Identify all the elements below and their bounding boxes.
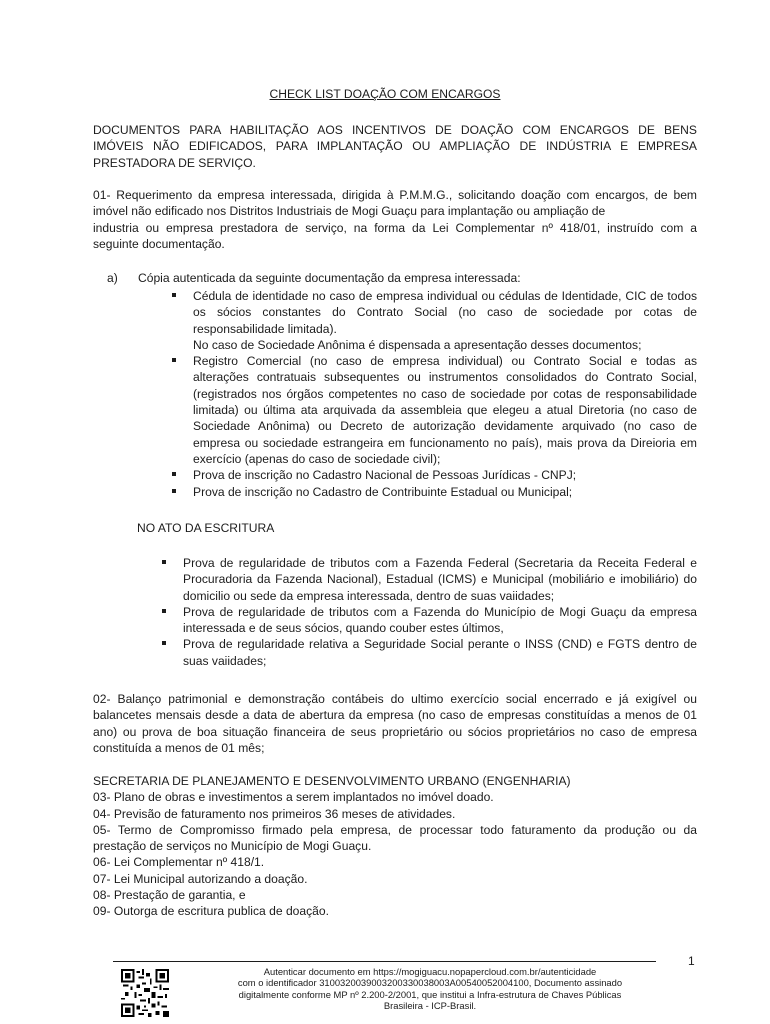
- bullet-line: empresa ou sociedade estrangeira em funcionamento no país), mais prova da Direioria em: [193, 435, 697, 450]
- bullet-line: Prova de inscrição no Cadastro de Contribuinte Estadual ou Municipal;: [193, 484, 573, 499]
- item-01-line: industria ou empresa prestadora de serviço, na forma da Lei Complementar nº 418/01, instruído com a: [93, 220, 697, 235]
- documents-bullet-list: [193, 288, 697, 500]
- bullet-icon: [172, 293, 176, 297]
- secretaria-section: [93, 773, 697, 920]
- bullet-line: limitada) ou última ata arquivada da assembleia que elegeu a atual Diretoria (no caso de: [193, 403, 697, 418]
- bullet-line: Cédula de identidade no caso de empresa individual ou cédulas de Identidade, CIC de todos: [193, 289, 697, 303]
- sub-item-a: [107, 270, 697, 286]
- list-item: prestação de serviços no Município de Mogi Guaçu.: [93, 839, 372, 854]
- bullet-line: (registrados nos órgãos competentes no caso de sociedade por cotas de responsabilidade: [193, 386, 697, 401]
- item-02-line: constituída a menos de 01 mês;: [93, 740, 265, 755]
- bullet-line: os sócios constantes do Contrato Social (no caso de sociedade por cotas de: [193, 305, 697, 320]
- bullet-icon: [172, 472, 176, 476]
- list-item: 09- Outorga de escritura publica de doação.: [93, 904, 329, 919]
- intro-line: IMÓVEIS NÃO EDIFICADOS, PARA IMPLANTAÇÃO OU AMPLIAÇÃO DE INDÚSTRIA E EMPRESA: [93, 139, 697, 154]
- list-item: 03- Plano de obras e investimentos a serem implantados no imóvel doado.: [93, 790, 494, 805]
- bullet-icon: [162, 609, 166, 613]
- bullet-icon: [172, 489, 176, 493]
- bullet-line: domicilio ou sede da empresa interessada, dentro de suas vaiidades;: [183, 588, 555, 603]
- list-item: 07- Lei Municipal autorizando a doação.: [93, 871, 308, 886]
- intro-paragraph: [93, 122, 697, 171]
- bullet-icon: [172, 358, 176, 362]
- qr-code-icon: [121, 969, 169, 1017]
- bullet-line: alterações contratuais subsequentes ou instrumentos consolidados do Contrato Social,: [193, 370, 697, 385]
- item-01-line: seguinte documentação.: [93, 236, 225, 251]
- bullet-line: Sociedade Anônima) ou Decreto de autorização devidamente arquivado (no caso de: [193, 419, 697, 434]
- list-item: [193, 484, 697, 500]
- no-ato-bullet-list: [183, 555, 697, 669]
- bullet-icon: [162, 560, 166, 564]
- item-01-line: imóvel não edificado nos Distritos Industriais de Mogi Guaçu para implantação ou ampliação de: [93, 204, 606, 219]
- no-ato-heading: NO ATO DA ESCRITURA: [137, 521, 275, 535]
- bullet-line: Registro Comercial (no caso de empresa individual) ou Contrato Social e todas as: [193, 354, 697, 369]
- bullet-line: Procuradoria da Fazenda Nacional), Estadual (ICMS) e Municipal (mobiliário e imobiliário) do: [183, 572, 697, 587]
- bullet-line: suas vaiidades;: [183, 653, 267, 668]
- footer-line-text: Autenticar documento em https://mogiguacu.nopapercloud.com.br/autenticidade: [263, 966, 597, 977]
- footer-divider: [113, 961, 656, 962]
- item-01-paragraph: [93, 187, 697, 252]
- intro-line: DOCUMENTOS PARA HABILITAÇÃO AOS INCENTIVOS DE DOAÇÃO COM ENCARGOS DE BENS: [93, 123, 697, 137]
- sub-item-a-marker: a): [107, 271, 118, 285]
- item-02-line: 02- Balanço patrimonial e demonstração contábeis do ultimo exercício social encerrado e já exigível ou: [93, 692, 697, 706]
- page-number: 1: [688, 954, 695, 968]
- footer-line-text: Brasileira - ICP-Brasil.: [383, 1000, 477, 1012]
- sub-item-a-text: Cópia autenticada da seguinte documentação da empresa interessada:: [138, 271, 521, 285]
- bullet-line: responsabilidade limitada).: [193, 321, 337, 336]
- bullet-line: Prova de inscrição no Cadastro Nacional de Pessoas Jurídicas - CNPJ;: [193, 468, 577, 483]
- item-02-paragraph: [93, 691, 697, 756]
- list-item: 04- Previsão de faturamento nos primeiros 36 meses de atividades.: [93, 806, 456, 821]
- list-item: [183, 636, 697, 669]
- bullet-line: interessada e de seus sócios, quando couber estes últimos,: [183, 621, 504, 636]
- document-title: CHECK LIST DOAÇÃO COM ENCARGOS: [269, 87, 501, 101]
- list-item: 08- Prestação de garantia, e: [93, 888, 246, 903]
- bullet-line: exercício (apenas do caso de sociedade civil);: [193, 451, 441, 466]
- list-item: [183, 555, 697, 604]
- list-item: [193, 288, 697, 353]
- intro-line: PRESTADORA DE SERVIÇO.: [93, 155, 256, 170]
- list-item: [183, 604, 697, 637]
- authentication-footer: [180, 966, 680, 1012]
- item-02-line: balancetes mensais desde a data de abertura da empresa (no caso de empresas constituídas a menos de 01: [93, 708, 697, 723]
- list-item: 05- Termo de Compromisso firmado pela empresa, de processar todo faturamento da produção ou da: [93, 822, 697, 837]
- item-01-line: 01- Requerimento da empresa interessada, dirigida à P.M.M.G., solicitando doação com encargos, de bem: [93, 188, 697, 202]
- list-item: [193, 353, 697, 467]
- footer-line-text: com o identificador 3100320039003200330038003A00540052004100, Documento assinado: [237, 977, 623, 989]
- list-item: [193, 467, 697, 483]
- bullet-line: Prova de regularidade relativa a Seguridade Social perante o INSS (CND) e FGTS dentro de: [183, 637, 697, 652]
- footer-line-text: digitalmente conforme MP nº 2.200-2/2001, que institui a Infra-estrutura de Chaves Públicas: [238, 988, 622, 1000]
- bullet-icon: [162, 641, 166, 645]
- bullet-line: Prova de regularidade de tributos com a Fazenda do Município de Mogi Guaçu da empresa: [183, 604, 697, 619]
- list-item: 06- Lei Complementar nº 418/1.: [93, 855, 265, 870]
- secretaria-heading: SECRETARIA DE PLANEJAMENTO E DESENVOLVIMENTO URBANO (ENGENHARIA): [93, 774, 571, 788]
- item-02-line: ano) ou prova de boa situação financeira de seus proprietário ou sócios proprietários no caso de empresa: [93, 724, 697, 739]
- bullet-line: Prova de regularidade de tributos com a Fazenda Federal (Secretaria da Receita Federal e: [183, 556, 697, 570]
- bullet-line: No caso de Sociedade Anônima é dispensada a apresentação desses documentos;: [193, 337, 642, 352]
